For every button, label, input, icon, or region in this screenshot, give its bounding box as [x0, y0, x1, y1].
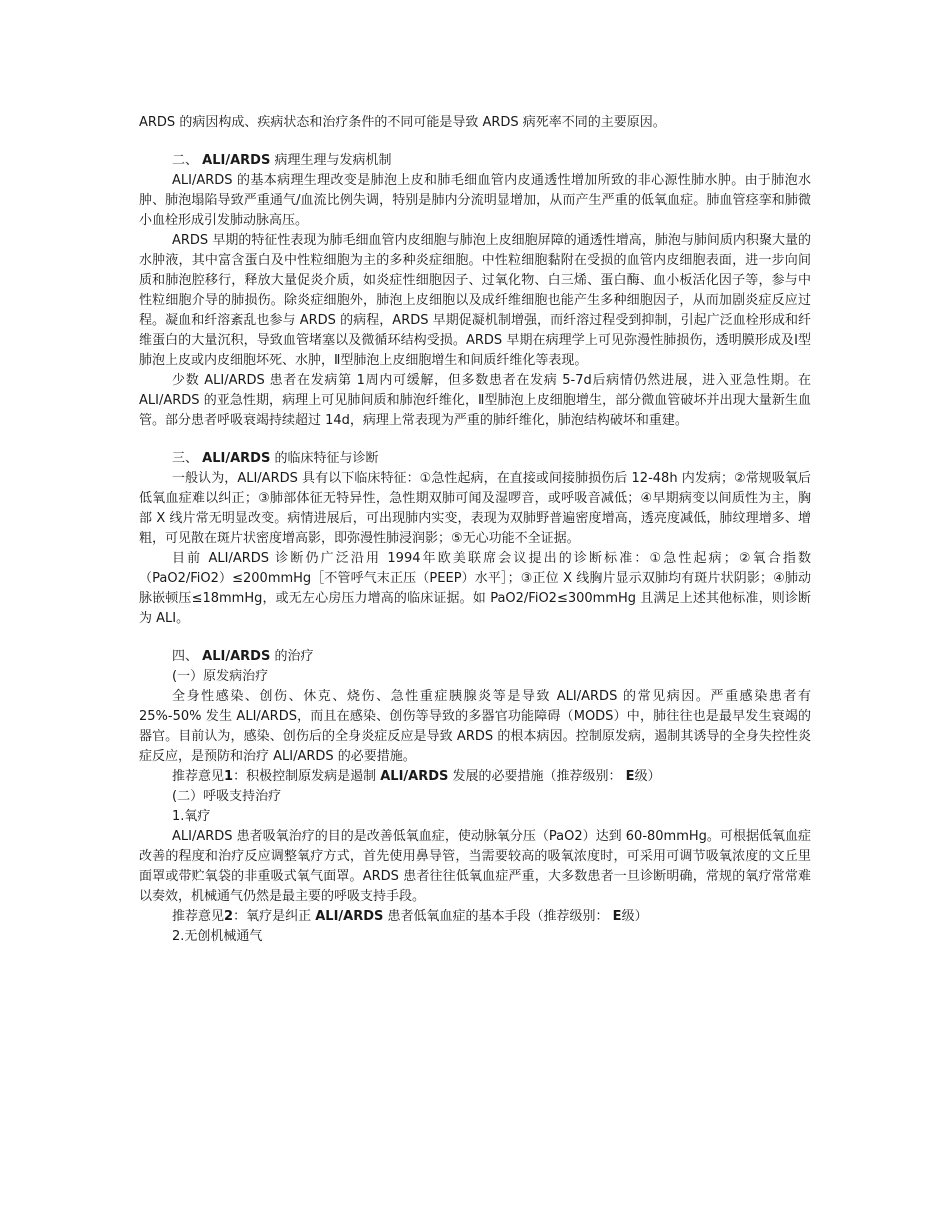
recommendation-2-text-2: 患者低氧血症的基本手段（推荐级别：: [387, 909, 609, 924]
recommendation-1-grade: E: [625, 769, 635, 784]
section-3-heading: [139, 449, 811, 469]
section-3-paragraph-1: 一般认为，ALI/ARDS 具有以下临床特征：①急性起病，在直接或间接肺损伤后 12-48h 内发病；②常规吸氧后低氧血症难以纠正；③肺部体征无特异性，急性期双肺可闻及湿啰音，或呼吸音减低；④早期病变以间质性为主，胸部 X 线片常无明显改变。病情进展后，可出现肺内实变，表现为双肺野普遍密度增高，透亮度减低，肺纹理增多、增粗，可见散在斑片状密度增高影，即弥漫性肺浸润影；⑤无心功能不全证据。: [139, 471, 811, 546]
section-2-heading: [139, 151, 811, 171]
section-3-number: 三、: [172, 451, 199, 466]
section-2-number: 二、: [172, 153, 199, 168]
recommendation-1-prefix: 推荐意见: [172, 769, 225, 784]
recommendation-2-prefix: 推荐意见: [172, 909, 225, 924]
section-2-heading-text: 病理生理与发病机制: [274, 153, 392, 168]
recommendation-1-bold: ALI/ARDS: [380, 769, 449, 784]
recommendation-2-number: 2: [224, 909, 234, 924]
section-3-paragraph-2: 目前 ALI/ARDS 诊断仍广泛沿用 1994年欧美联席会议提出的诊断标准：①急性起病；②氧合指数（PaO2/FiO2）≤200mmHg［不管呼气末正压（PEEP）水平］；③正位 X 线胸片显示双肺均有斑片状阴影；④肺动脉嵌顿压≤18mmHg，或无左心房压力增高的临床证据。如 PaO2/FiO2≤300mmHg 且满足上述其他标准，则诊断为 ALI。: [139, 551, 811, 626]
section-2-paragraph-2: ARDS 早期的特征性表现为肺毛细血管内皮细胞与肺泡上皮细胞屏障的通透性增高，肺泡与肺间质内积聚大量的水肿液，其中富含蛋白及中性粒细胞为主的多种炎症细胞。中性粒细胞黏附在受损的血管内皮细胞表面，进一步向间质和肺泡腔移行，释放大量促炎介质，如炎症性细胞因子、过氧化物、白三烯、蛋白酶、血小板活化因子等，参与中性粒细胞介导的肺损伤。除炎症细胞外，肺泡上皮细胞以及成纤维细胞也能产生多种细胞因子，从而加剧炎症反应过程。凝血和纤溶紊乱也参与 ARDS 的病程，ARDS 早期促凝机制增强，而纤溶过程受到抑制，引起广泛血栓形成和纤维蛋白的大量沉积，导致血管堵塞以及微循环结构受损。ARDS 早期在病理学上可见弥漫性肺损伤，透明膜形成及Ⅰ型肺泡上皮或内皮细胞坏死、水肿，Ⅱ型肺泡上皮细胞增生和间质纤维化等表现。: [139, 233, 811, 368]
section-3-heading-text: 的临床特征与诊断: [274, 451, 379, 466]
subsection-respiratory-support: (二）呼吸支持治疗: [172, 789, 282, 804]
recommendation-2-grade: E: [612, 909, 622, 924]
section-2-heading-bold: ALI/ARDS: [202, 153, 271, 168]
intro-paragraph: ARDS 的病因构成、疾病状态和治疗条件的不同可能是导致 ARDS 病死率不同的主要原因。: [139, 115, 666, 130]
recommendation-2-bold: ALI/ARDS: [315, 909, 384, 924]
section-2-paragraph-3: 少数 ALI/ARDS 患者在发病第 1周内可缓解，但多数患者在发病 5-7d后病情仍然进展，进入亚急性期。在 ALI/ARDS 的亚急性期，病理上可见肺间质和肺泡纤维化，Ⅱ型肺泡上皮细胞增生，部分微血管破坏并出现大量新生血管。部分患者呼吸衰竭持续超过 14d，病理上常表现为严重的肺纤维化，肺泡结构破坏和重建。: [139, 373, 811, 428]
document-page: [139, 113, 811, 947]
section-4-paragraph-2: ALI/ARDS 患者吸氧治疗的目的是改善低氧血症，使动脉氧分压（PaO2）达到 60-80mmHg。可根据低氧血症改善的程度和治疗反应调整氧疗方式，首先使用鼻导管，当需要较高的吸氧浓度时，可采用可调节吸氧浓度的文丘里面罩或带贮氧袋的非重吸式氧气面罩。ARDS 患者往往低氧血症严重，大多数患者一旦诊断明确，常规的氧疗常常难以奏效，机械通气仍然是最主要的呼吸支持手段。: [139, 829, 811, 904]
section-4-heading-text: 的治疗: [274, 649, 314, 664]
section-3-heading-bold: ALI/ARDS: [202, 451, 271, 466]
recommendation-2: [139, 907, 811, 927]
subsection-noninvasive-ventilation: 2.无创机械通气: [172, 929, 263, 944]
recommendation-1-text-2: 发展的必要措施（推荐级别：: [452, 769, 622, 784]
section-4-paragraph-1: 全身性感染、创伤、休克、烧伤、急性重症胰腺炎等是导致 ALI/ARDS 的常见病因。严重感染患者有 25%-50% 发生 ALI/ARDS，而且在感染、创伤等导致的多器官功能障碍（MODS）中，肺往往也是最早发生衰竭的器官。目前认为，感染、创伤后的全身炎症反应是导致 ARDS 的根本病因。控制原发病，遏制其诱导的全身失控性炎症反应，是预防和治疗 ALI/ARDS 的必要措施。: [139, 689, 811, 764]
recommendation-1-number: 1: [224, 769, 234, 784]
section-4-heading: [139, 647, 811, 667]
section-2-paragraph-1: ALI/ARDS 的基本病理生理改变是肺泡上皮和肺毛细血管内皮通透性增加所致的非心源性肺水肿。由于肺泡水肿、肺泡塌陷导致严重通气/血流比例失调，特别是肺内分流明显增加，从而产生严重的低氧血症。肺血管痉挛和肺微小血栓形成引发肺动脉高压。: [139, 173, 811, 228]
subsection-oxygen-therapy: 1.氧疗: [172, 809, 211, 824]
recommendation-2-suffix: 级）: [621, 909, 648, 924]
section-4-number: 四、: [172, 649, 199, 664]
recommendation-1-text: ：积极控制原发病是遏制: [233, 769, 377, 784]
subsection-primary-disease: (一）原发病治疗: [172, 669, 269, 684]
recommendation-1-suffix: 级）: [634, 769, 661, 784]
recommendation-1: [139, 767, 811, 787]
recommendation-2-text: ：氧疗是纠正: [233, 909, 312, 924]
section-4-heading-bold: ALI/ARDS: [202, 649, 271, 664]
